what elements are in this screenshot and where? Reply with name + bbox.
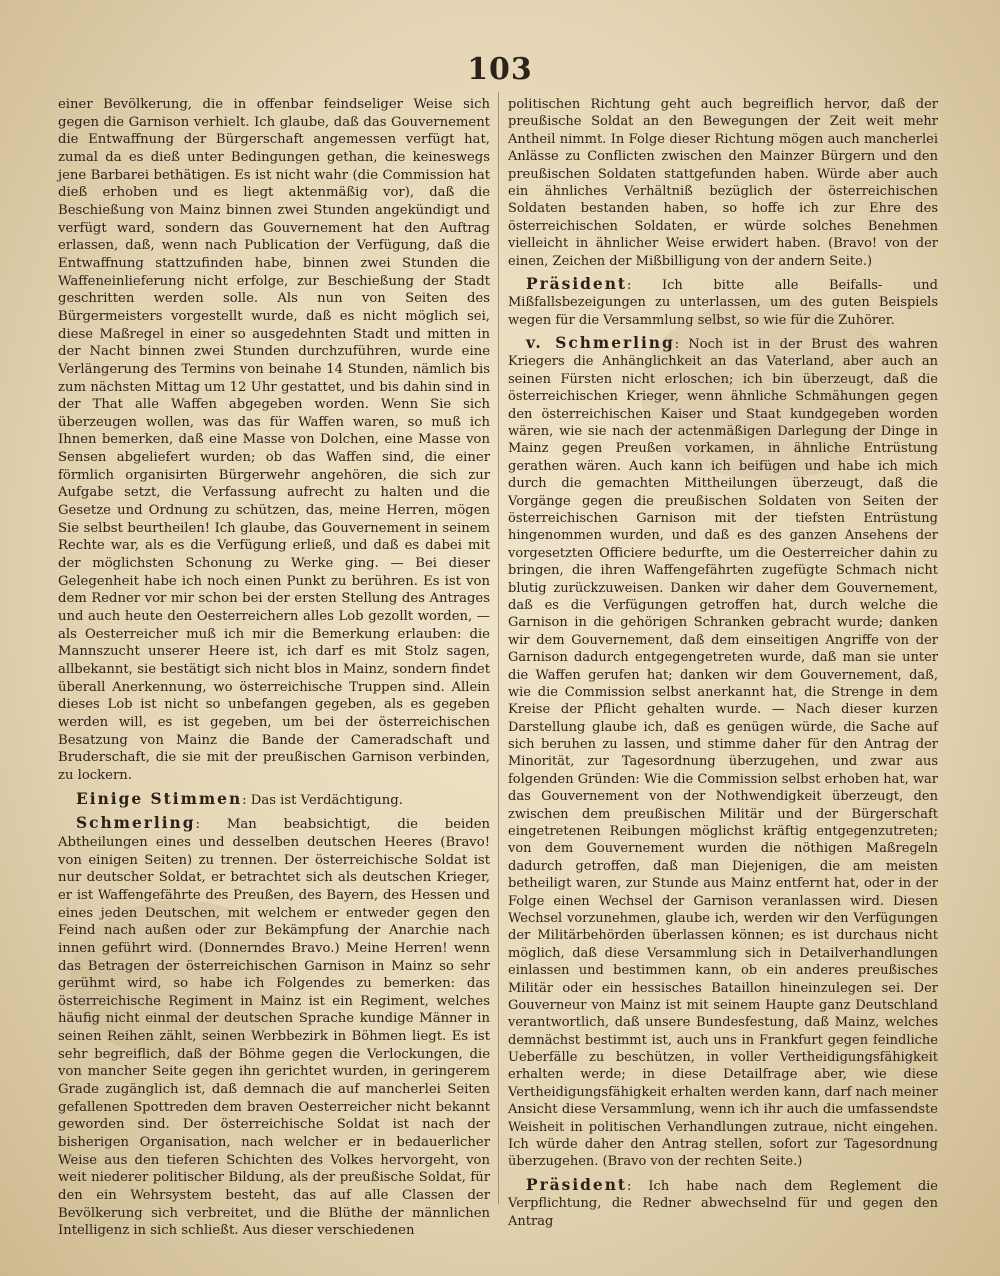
paragraph — [508, 1177, 938, 1230]
speaker-name: v. Schmerling — [526, 334, 675, 353]
speaker-name: Präsident — [526, 274, 628, 293]
paragraph — [58, 791, 490, 810]
paragraph: politischen Richtung geht auch begreiflich hervor, daß der preußische Soldat an den Bewegungen der Zeit weit mehr Antheil nimmt. In Folge dieser Richtung mögen auch mancherlei Anlässe zu Conflicten zwischen den Mainzer Bürgern und den preußischen Soldaten stattgefunden haben. Würde aber auch ein ähnliches Verhältniß bezüglich der österreichischen Soldaten bestanden haben, so hoffe ich zur Ehre des österreichischen Soldaten, er würde solches Benehmen vielleicht in ähnlicher Weise erwidert haben. (Bravo! von der einen, Zeichen der Mißbilligung von der andern Seite.) — [508, 97, 938, 269]
page-number: 103 — [467, 52, 533, 87]
speech-text: : Ich habe nach dem Reglement die Verpflichtung, die Redner abwechselnd für und gegen den Antrag — [508, 1178, 938, 1229]
speech-text: : Ich bitte alle Beifalls- und Mißfallsbezeigungen zu unterlassen, um des guten Beispiels wegen für die Versammlung selbst, so wie für die Zuhörer. — [508, 277, 938, 328]
speech-text: : Das ist Verdächtigung. — [242, 792, 403, 808]
left-column — [58, 96, 490, 1240]
speaker-name: Schmerling — [76, 814, 196, 833]
paragraph — [508, 335, 938, 1171]
column-divider — [498, 92, 499, 1204]
paragraph — [508, 276, 938, 329]
right-column — [508, 96, 938, 1230]
speech-text: : Man beabsichtigt, die beiden Abtheilungen eines und desselben deutschen Heeres (Bravo! von einigen Seiten) zu trennen. Der österreichische Soldat ist nur deutscher Soldat, er betrachtet sich als deutschen Krieger, er ist Waffengefährte des Preußen, des Bayern, des Hessen und eines jeden Deutschen, mit welchem er entweder gegen den Feind nach außen oder zur Bekämpfung der Anarchie nach innen geführt wird. (Donnerndes Bravo.) Meine Herren! wenn das Betragen der österreichischen Garnison in Mainz so sehr gerühmt wird, so habe ich Folgendes zu bemerken: das österreichische Regiment in Mainz ist ein Regiment, welches häufig nicht einmal der deutschen Sprache kundige Männer in seinen Reihen zählt, seinen Werbbezirk in Böhmen liegt. Es ist sehr begreiflich, daß der Böhme gegen die Verlockungen, die von mancher Seite gegen ihn gerichtet wurden, in geringerem Grade zugänglich ist, daß demnach die auf mancherlei Seiten gefallenen Spottreden dem braven Oesterreicher nicht bekannt geworden sind. Der österreichische Soldat ist nach der bisherigen Organisation, nach welcher er in bedauerlicher Weise aus den tieferen Schichten des Volkes hervorgeht, von weit niederer politischer Bildung, als der preußische Soldat, für den ein Wehrsystem besteht, das auf alle Classen der Bevölkerung sich verbreitet, und die Blüthe der männlichen Intelligenz in sich schließt. Aus dieser verschiedenen — [58, 817, 490, 1239]
speaker-name: Einige Stimmen — [76, 789, 243, 808]
paragraph — [58, 815, 490, 1240]
paragraph: einer Bevölkerung, die in offenbar feindseliger Weise sich gegen die Garnison verhielt. Ich glaube, daß das Gouvernement die Entwaffnung der Bürgerschaft angemessen verfügt hat, zumal da es dieß unter Bedingungen gethan, die keineswegs jene Barbarei bethätigen. Es ist nicht wahr (die Commission hat dieß erhoben und es liegt aktenmäßig vor), daß die Beschießung von Mainz binnen zwei Stunden angekündigt und verfügt ward, sondern das Gouvernement hat den Auftrag erlassen, daß, wenn nach Publication der Verfügung, daß die Entwaffnung stattzufinden habe, binnen zwei Stunden die Waffeneinlieferung nicht erfolge, zur Beschießung der Stadt geschritten werden solle. Als nun von Seiten des Bürgermeisters vorgestellt wurde, daß es nicht möglich sei, diese Maßregel in einer so ausgedehnten Stadt und mitten in der Nacht binnen zwei Stunden durchzuführen, wurde eine Verlängerung des Termins von beinahe 14 Stunden, nämlich bis zum nächsten Mittag um 12 Uhr gestattet, und bis dahin sind in der That alle Waffen abgegeben worden. Wenn Sie sich überzeugen wollen, was das für Waffen waren, so muß ich Ihnen bemerken, daß eine Masse von Dolchen, eine Masse von Sensen abgeliefert wurden; ob das Waffen sind, die einer förmlich organisirten Bürgerwehr angehören, die sich zur Aufgabe setzt, die Verfassung aufrecht zu halten und die Gesetze und Ordnung zu schützen, das, meine Herren, mögen Sie selbst beurtheilen! Ich glaube, das Gouvernement in seinem Rechte war, als es die Verfügung erließ, und daß es dabei mit der möglichsten Schonung zu Werke ging. — Bei dieser Gelegenheit habe ich noch einen Punkt zu berühren. Es ist von dem Redner vor mir schon bei der ersten Stellung des Antrages und auch heute den Oesterreichern alles Lob gezollt worden, — als Oesterreicher muß ich mir die Bemerkung erlauben: die Mannszucht unserer Heere ist, ich darf es mit Stolz sagen, allbekannt, sie bestätigt sich nicht blos in Mainz, sondern findet überall Anerkennung, wo österreichische Truppen sind. Allein dieses Lob ist nicht so unbefangen gegeben, als es gegeben werden will, es ist gegeben, um bei der österreichischen Besatzung von Mainz die Bande der Cameradschaft und Bruderschaft, die sie mit der preußischen Garnison verbinden, zu lockern. — [58, 97, 490, 783]
speaker-name: Präsident — [526, 1175, 628, 1194]
speech-text: : Noch ist in der Brust des wahren Kriegers die Anhänglichkeit an das Vaterland, aber auch an seinen Fürsten nicht erloschen; ich bin überzeugt, daß die österreichischen Krieger, wenn ähnliche Schmähungen gegen den österreichischen Kaiser und Staat kundgegeben worden wären, wie sie nach der actenmäßigen Darlegung der Dinge in Mainz gegen Preußen vorkamen, in ähnliche Entrüstung gerathen wären. Auch kann ich beifügen und habe ich mich durch die gemachten Mittheilungen überzeugt, daß die Vorgänge gegen die preußischen Soldaten von Seiten der österreichischen Garnison mit der tiefsten Entrüstung hingenommen wurden, und daß es des ganzen Ansehens der vorgesetzten Officiere bedurfte, um die Oesterreicher dahin zu bringen, die ihren Waffengefährten zugefügte Schmach nicht blutig zurückzuweisen. Danken wir daher dem Gouvernement, daß es die Verfügungen getroffen hat, durch welche die Garnison in die gehörigen Schranken gebracht wurde; danken wir dem Gouvernement, daß dem einseitigen Angriffe von der Garnison dadurch entgegengetreten wurde, daß man sie unter die Waffen gerufen hat; danken wir dem Gouvernement, daß, wie die Commission selbst anerkannt hat, die Strenge in dem Kreise der Pflicht gehalten wurde. — Nach dieser kurzen Darstellung glaube ich, daß es genügen würde, die Sache auf sich beruhen zu lassen, und stimme daher für den Antrag der Minorität, zur Tagesordnung überzugehen, und zwar aus folgenden Gründen: Wie die Commission selbst erhoben hat, war das Gouvernement von der Nothwendigkeit überzeugt, den zwischen dem preußischen Militär und der Bürgerschaft eingetretenen Reibungen möglichst kräftig entgegenzutreten; von dem Gouvernement wurden die nöthigen Maßregeln dadurch getroffen, daß man Diejenigen, die am meisten betheiligt waren, zur Stunde aus Mainz entfernt hat, oder in der Folge einen Wechsel der Garnison veranlassen wird. Diesen Wechsel vorzunehmen, glaube ich, werden wir den Verfügungen der Militärbehörden überlassen können; es ist durchaus nicht möglich, daß diese Versammlung sich in Detailverhandlungen einlassen und bestimmen kann, ob ein anderes preußisches Militär oder ein hessisches Bataillon hineinzulegen sei. Der Gouverneur von Mainz ist mit seinem Haupte ganz Deutschland verantwortlich, daß unsere Bundesfestung, daß Mainz, welches demnächst bestimmt ist, auch uns in Frankfurt gegen feindliche Ueberfälle zu beschützen, in voller Vertheidigungsfähigkeit erhalten werde; in diese Detailfrage aber, wie diese Vertheidigungsfähigkeit erhalten werden kann, darf nach meiner Ansicht diese Versammlung, wenn ich ihr auch die umfassendste Weisheit in politischen Verhandlungen zutraue, nicht eingehen. Ich würde daher den Antrag stellen, sofort zur Tagesordnung überzugehen. (Bravo von der rechten Seite.) — [508, 337, 938, 1170]
